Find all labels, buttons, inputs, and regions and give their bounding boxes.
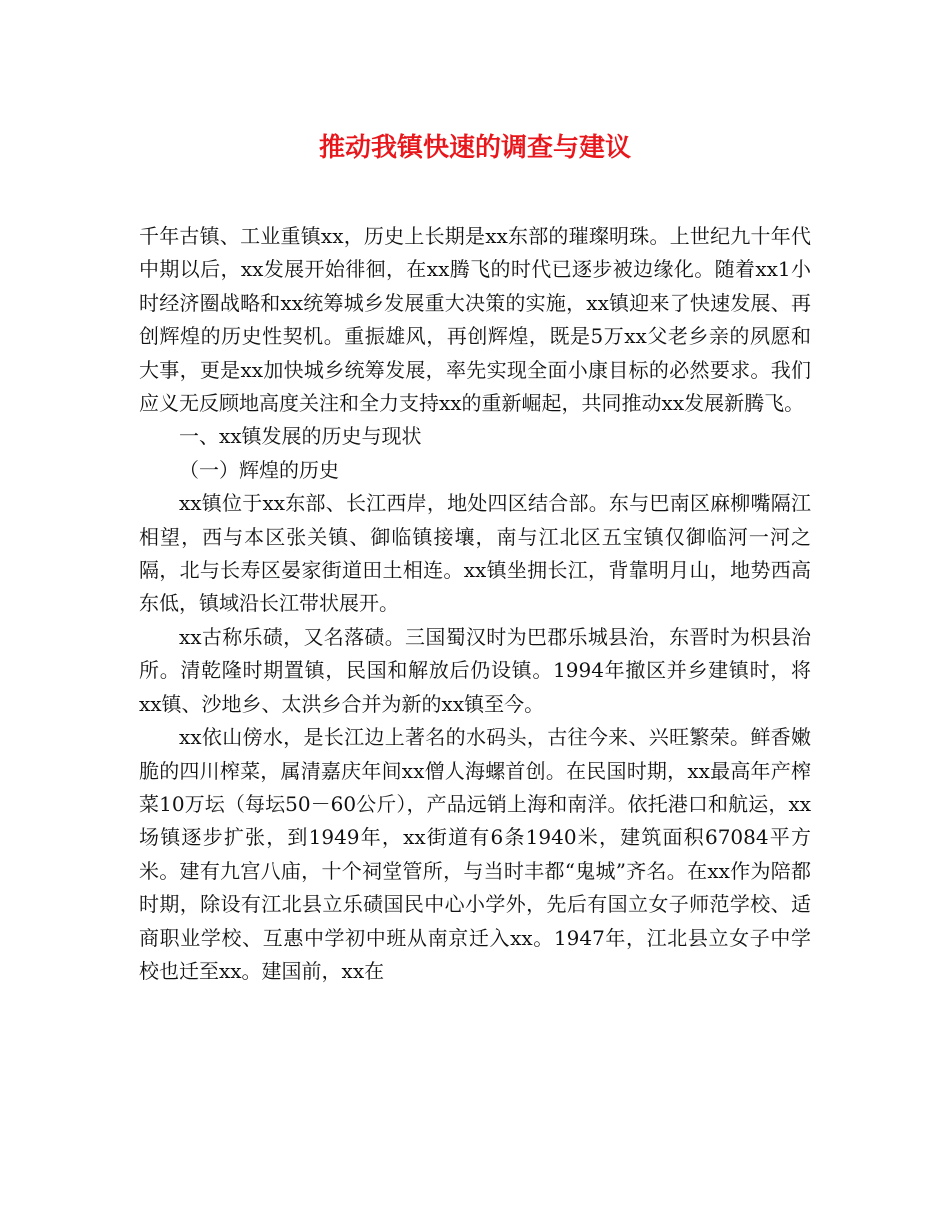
document-body — [139, 220, 811, 988]
body-paragraph: xx依山傍水，是长江边上著名的水码头，古往今来、兴旺繁荣。鲜香嫩脆的四川榨菜，属清嘉庆年间xx僧人海螺首创。在民国时期，xx最高年产榨菜10万坛（每坛50－60公斤），产品远销上海和南洋。依托港口和航运，xx场镇逐步扩张，到1949年，xx街道有6条1940米，建筑面积67084平方米。建有九宫八庙，十个祠堂管所，与当时丰都“鬼城”齐名。在xx作为陪都时期，除设有江北县立乐碛国民中心小学外，先后有国立女子师范学校、适商职业学校、互惠中学初中班从南京迁入xx。1947年，江北县立女子中学校也迁至xx。建国前，xx在 — [139, 725, 811, 983]
intro-paragraph: 千年古镇、工业重镇xx，历史上长期是xx东部的璀璨明珠。上世纪九十年代中期以后，xx发展开始徘徊，在xx腾飞的时代已逐步被边缘化。随着xx1小时经济圈战略和xx统筹城乡发展重大决策的实施，xx镇迎来了快速发展、再创辉煌的历史性契机。重振雄风，再创辉煌，既是5万xx父老乡亲的夙愿和大事，更是xx加快城乡统筹发展，率先实现全面小康目标的必然要求。我们应义无反顾地高度关注和全力支持xx的重新崛起，共同推动xx发展新腾飞。 — [139, 224, 811, 416]
body-paragraph: xx镇位于xx东部、长江西岸，地处四区结合部。东与巴南区麻柳嘴隔江相望，西与本区张关镇、御临镇接壤，南与江北区五宝镇仅御临河一河之隔，北与长寿区晏家街道田土相连。xx镇坐拥长江，背靠明月山，地势西高东低，镇域沿长江带状展开。 — [139, 491, 811, 616]
section-heading: 一、xx镇发展的历史与现状 — [179, 424, 422, 449]
document-title: 推动我镇快速的调查与建议 — [318, 133, 631, 163]
body-paragraph: xx古称乐碛，又名落碛。三国蜀汉时为巴郡乐城县治，东晋时为枳县治所。清乾隆时期置镇，民国和解放后仍设镇。1994年撤区并乡建镇时，将xx镇、沙地乡、太洪乡合并为新的xx镇至今。 — [139, 624, 811, 716]
subsection-heading: （一）辉煌的历史 — [179, 457, 339, 482]
